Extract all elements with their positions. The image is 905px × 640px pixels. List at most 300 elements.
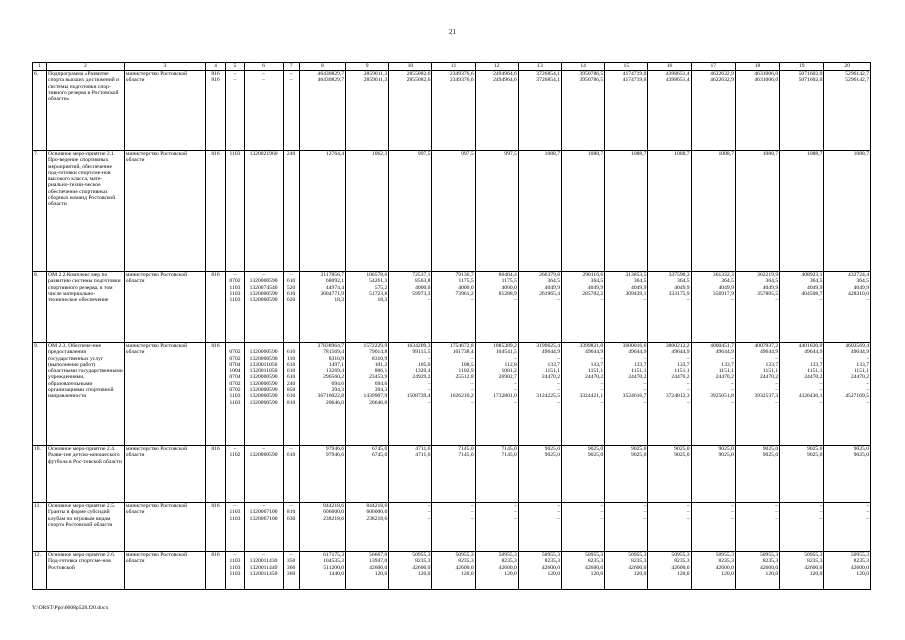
code-value: 0702 xyxy=(229,349,241,356)
code-value: 1320000590 xyxy=(249,380,278,387)
amount-value: 1151,1 xyxy=(588,368,604,375)
amount-value: – xyxy=(866,399,869,406)
executor: министерство Ростовской области xyxy=(124,503,205,552)
column-number: 10 xyxy=(389,63,432,71)
amount-cell xyxy=(518,503,561,552)
amount-value: 4174719,0 xyxy=(622,71,647,77)
amount-value: – xyxy=(514,399,517,406)
amount-cell xyxy=(648,272,691,343)
code-cell xyxy=(244,71,283,151)
amount-value: – xyxy=(775,355,779,362)
code-cell xyxy=(226,343,244,446)
amount-value: 23453,9 xyxy=(369,374,388,381)
code-cell xyxy=(226,151,244,272)
code-value: 610 xyxy=(286,361,296,368)
amount-cell xyxy=(562,503,605,552)
amount-value: – xyxy=(866,380,869,387)
amount-value: – xyxy=(686,380,690,387)
amount-cell xyxy=(605,151,648,272)
program-name: Основное меро-приятие 2.1. Про-ведение спортивных мероприятий, обеспечение под-готовки спортсме-нов высокого класса, мате-риально-техни-ческое обеспечение спортивных сборных команд Ростовской области xyxy=(47,151,125,272)
amount-value: – xyxy=(686,297,690,304)
code-value: 1103 xyxy=(229,509,241,516)
amount-value: 42600,0 xyxy=(455,564,474,571)
amount-value: 7145,0 xyxy=(501,452,517,459)
amount-cell xyxy=(735,446,779,503)
column-number: 1 xyxy=(33,63,47,71)
amount-value: 20646,0 xyxy=(325,399,345,406)
amount-value: 133,7 xyxy=(590,361,604,368)
amount-value: 97946,6 xyxy=(325,446,345,452)
code-value: 610 xyxy=(286,374,296,381)
amount-value: 3124225,5 xyxy=(536,393,561,400)
code-value: 816 xyxy=(211,503,220,509)
executor: министерство Ростовской области xyxy=(124,343,205,446)
code-cell xyxy=(205,151,226,272)
amount-value: 1088,7 xyxy=(807,151,823,157)
amount-cell xyxy=(299,446,345,503)
amount-value: 266379,8 xyxy=(539,272,561,278)
amount-value: 106578,6 xyxy=(366,272,388,278)
executor: министерство Ростовской области xyxy=(124,71,205,151)
amount-value: – xyxy=(686,503,690,509)
amount-value: – xyxy=(600,515,604,522)
amount-value: 50955,3 xyxy=(455,552,474,558)
amount-cell xyxy=(605,343,648,446)
code-value: 610 xyxy=(286,368,296,375)
amount-value: 9025,0 xyxy=(718,446,734,452)
amount-value: 2494964,6 xyxy=(493,77,517,84)
code-value: – xyxy=(262,446,265,452)
amount-value: 8235,3 xyxy=(762,558,779,565)
amount-value: 5296142,7 xyxy=(845,77,869,84)
amount-value: 364,5 xyxy=(633,278,647,285)
column-number: 2 xyxy=(47,63,125,71)
amount-value: – xyxy=(514,387,517,394)
code-value: – xyxy=(289,71,293,77)
amount-value: 42600,0 xyxy=(850,564,869,571)
amount-cell xyxy=(605,71,648,151)
amount-value: – xyxy=(600,297,604,304)
code-value: 240 xyxy=(286,151,296,157)
amount-value: 361332,3 xyxy=(712,272,734,278)
amount-value: 3724812,3 xyxy=(665,393,690,400)
amount-cell xyxy=(691,503,735,552)
amount-value: 285702,2 xyxy=(582,290,604,297)
executor: министерство Ростовской области xyxy=(124,552,205,590)
amount-value: 1088,7 xyxy=(853,151,869,157)
code-value: 1103 xyxy=(229,393,241,400)
amount-value: – xyxy=(427,297,431,304)
code-value: 0704 xyxy=(229,361,241,368)
amount-value: 3726854,1 xyxy=(536,71,561,77)
amount-value: – xyxy=(819,380,823,387)
amount-value: – xyxy=(731,387,734,394)
amount-value: – xyxy=(643,380,647,387)
code-value: 816 xyxy=(211,343,220,349)
amount-value: 9025,0 xyxy=(674,452,690,459)
amount-cell xyxy=(824,343,871,446)
amount-value: 1885389,2 xyxy=(493,343,517,349)
code-value: 0702 xyxy=(229,278,241,285)
code-cell xyxy=(205,552,226,590)
amount-value: 1151,1 xyxy=(544,368,561,375)
code-value xyxy=(207,297,225,303)
amount-value: 99115,5 xyxy=(412,349,431,356)
code-value: 1320000590 xyxy=(249,349,278,356)
amount-value: 101738,4 xyxy=(452,349,474,356)
amount-value: 9025,0 xyxy=(587,446,604,452)
amount-cell xyxy=(780,446,824,503)
amount-cell xyxy=(346,343,389,446)
amount-cell xyxy=(824,503,871,552)
amount-value: 112,8 xyxy=(504,361,517,368)
amount-value: 42600,0 xyxy=(541,564,561,571)
amount-cell xyxy=(780,272,824,343)
amount-value: 8563,8 xyxy=(415,278,431,285)
amount-cell xyxy=(562,272,605,343)
amount-value: – xyxy=(819,387,823,394)
amount-value: 49644,9 xyxy=(715,349,734,356)
column-number: 17 xyxy=(691,63,735,71)
program-name: Основное меро-приятие 2.5. Гранты в форме субсидий клубам по игровым видам спорта Ростовской области xyxy=(47,503,125,552)
code-value: 1320011430 xyxy=(249,558,278,565)
amount-value: 1088,7 xyxy=(674,151,690,157)
column-number: 16 xyxy=(648,63,691,71)
amount-cell xyxy=(605,503,648,552)
amount-value: 24470,2 xyxy=(715,374,734,381)
column-number: 15 xyxy=(605,63,648,71)
amount-value: – xyxy=(427,380,431,387)
amount-value: – xyxy=(775,399,779,406)
amount-value: – xyxy=(866,387,869,394)
code-value: – xyxy=(289,552,293,558)
amount-value: 42600,0 xyxy=(804,564,823,571)
amount-cell xyxy=(299,343,345,446)
amount-value: 4711,6 xyxy=(415,446,431,452)
amount-value: 844218,6 xyxy=(366,503,388,509)
amount-value: – xyxy=(819,503,823,509)
amount-value: – xyxy=(427,503,431,509)
code-value: 1103 xyxy=(229,284,241,291)
amount-cell xyxy=(735,151,779,272)
amount-value: 50955,3 xyxy=(850,552,869,558)
amount-value: 8235,3 xyxy=(501,558,517,565)
amount-value: 9025,0 xyxy=(807,446,823,452)
code-value: 850 xyxy=(286,387,296,394)
amount-value: 9025,0 xyxy=(544,446,561,452)
amount-value: 2859011,3 xyxy=(363,71,388,77)
code-cell xyxy=(244,446,283,503)
amount-value: – xyxy=(514,355,517,362)
amount-value: 2494964,6 xyxy=(493,71,517,77)
column-number: 14 xyxy=(562,63,605,71)
amount-value: 24470,2 xyxy=(804,374,823,381)
amount-value: – xyxy=(866,297,869,304)
amount-value: 133,7 xyxy=(721,361,734,368)
column-number: 4 xyxy=(205,63,226,71)
code-value: – xyxy=(233,446,237,452)
amount-value: 4398651,4 xyxy=(665,77,690,84)
amount-value: 8235,3 xyxy=(853,558,869,565)
code-value: 610 xyxy=(286,349,296,356)
code-value: – xyxy=(233,71,237,77)
amount-value: 806,1 xyxy=(374,368,388,375)
amount-value: 1439907,9 xyxy=(363,393,388,400)
amount-cell xyxy=(518,71,561,151)
amount-value: 133,7 xyxy=(633,361,647,368)
amount-cell xyxy=(475,343,518,446)
amount-cell xyxy=(389,503,432,552)
code-value: – xyxy=(262,272,265,278)
amount-value: 2349376,6 xyxy=(449,71,474,77)
code-value: 520 xyxy=(286,284,296,291)
code-cell xyxy=(244,552,283,590)
code-value: 0702 xyxy=(229,387,241,394)
amount-value: – xyxy=(470,509,474,516)
table-row xyxy=(33,503,871,552)
amount-value: 42600,0 xyxy=(369,564,388,571)
executor: министерство Ростовской области xyxy=(124,446,205,503)
amount-cell xyxy=(562,343,605,446)
amount-value: 120,0 xyxy=(461,570,474,577)
amount-value: 9025,0 xyxy=(762,446,779,452)
amount-value: 3950786,5 xyxy=(579,71,604,77)
amount-value: 337590,3 xyxy=(668,272,690,278)
table-row xyxy=(33,151,871,272)
amount-value: 120,0 xyxy=(721,570,734,577)
amount-value: 9025,0 xyxy=(631,452,647,459)
code-cell xyxy=(283,71,299,151)
amount-value: 1634209,3 xyxy=(406,343,431,349)
amount-value: 120,0 xyxy=(809,570,823,577)
amount-value: – xyxy=(731,399,734,406)
column-number: 7 xyxy=(283,63,299,71)
code-value: 1103 xyxy=(229,399,241,406)
amount-value: 4000,0 xyxy=(458,284,474,291)
amount-cell xyxy=(475,446,518,503)
executor: министерство Ростовской области xyxy=(124,151,205,272)
amount-value: 2855082,6 xyxy=(406,71,431,77)
amount-value: 133,7 xyxy=(809,361,823,368)
column-number: 6 xyxy=(244,63,283,71)
amount-cell xyxy=(299,552,345,590)
amount-value: 1062,3 xyxy=(371,151,388,157)
amount-cell xyxy=(648,446,691,503)
amount-value: – xyxy=(600,387,604,394)
code-cell xyxy=(244,503,283,552)
amount-value: – xyxy=(600,355,604,362)
amount-value: – xyxy=(643,515,647,522)
column-number-row xyxy=(33,63,871,71)
code-value: 1102 xyxy=(229,452,241,459)
amount-value: 7145,0 xyxy=(458,452,474,459)
amount-value: 3925051,8 xyxy=(710,393,734,400)
amount-value: 3524616,7 xyxy=(622,393,647,400)
amount-value: 49644,9 xyxy=(671,349,690,356)
code-value xyxy=(207,516,225,522)
code-cell xyxy=(205,503,226,552)
amount-cell xyxy=(346,552,389,590)
amount-value: 120,0 xyxy=(856,570,869,577)
amount-value: 781569,4 xyxy=(323,349,345,356)
amount-cell xyxy=(518,151,561,272)
amount-value: 432724,4 xyxy=(848,272,869,278)
amount-value: 7145,0 xyxy=(501,446,517,452)
amount-value: 364,5 xyxy=(721,278,734,285)
amount-value: 50955,3 xyxy=(628,552,647,558)
code-value: – xyxy=(262,71,265,77)
amount-value: 1151,1 xyxy=(718,368,734,375)
amount-value: 68092,1 xyxy=(325,278,345,285)
code-value: 1320074540 xyxy=(249,284,278,291)
amount-value: 6745,0 xyxy=(371,446,388,452)
row-number: 7. xyxy=(33,151,47,272)
table-row xyxy=(33,552,871,590)
code-value: 110 xyxy=(287,355,296,362)
code-value: 1320000590 xyxy=(249,387,278,394)
code-value xyxy=(207,400,225,406)
amount-value: 364,5 xyxy=(547,278,561,285)
amount-value: 37838964,7 xyxy=(317,343,345,349)
amount-cell xyxy=(518,272,561,343)
amount-value: 997,5 xyxy=(417,151,431,157)
amount-value: 333175,9 xyxy=(668,290,690,297)
amount-value: – xyxy=(514,297,517,304)
code-value: 1320000590 xyxy=(249,399,278,406)
amount-value: 8310,9 xyxy=(328,355,345,362)
amount-value: 3199625,4 xyxy=(536,343,561,349)
amount-value: 404508,7 xyxy=(801,290,823,297)
amount-value: 50955,3 xyxy=(759,552,779,558)
amount-cell xyxy=(735,71,779,151)
amount-value: – xyxy=(470,387,474,394)
amount-value: 9025,0 xyxy=(631,446,647,452)
amount-value: 49644,9 xyxy=(585,349,604,356)
code-value: 610 xyxy=(286,393,296,400)
amount-value: – xyxy=(557,355,561,362)
amount-value: 51723,8 xyxy=(369,290,388,297)
amount-value: – xyxy=(819,399,823,406)
code-cell xyxy=(205,446,226,503)
amount-value: 1440,0 xyxy=(328,570,345,577)
amount-value: 4602569,4 xyxy=(845,343,869,349)
amount-cell xyxy=(346,503,389,552)
amount-value: 4631006,0 xyxy=(754,71,779,77)
amount-cell xyxy=(648,343,691,446)
code-value: 610 xyxy=(286,290,296,297)
amount-value: 44974,4 xyxy=(325,284,345,291)
amount-value: 56667,0 xyxy=(369,552,388,558)
amount-value: 394,3 xyxy=(374,387,388,394)
amount-cell xyxy=(735,503,779,552)
column-number: 11 xyxy=(432,63,475,71)
amount-value: – xyxy=(731,515,734,522)
amount-value: 42600,0 xyxy=(498,564,517,571)
amount-value: 1626210,2 xyxy=(449,393,474,400)
amount-value: 42600,0 xyxy=(628,564,647,571)
amount-value: – xyxy=(866,503,869,509)
amount-value: 6745,0 xyxy=(371,452,388,459)
amount-cell xyxy=(735,552,779,590)
amount-value: 108,5 xyxy=(461,361,474,368)
amount-value: – xyxy=(643,297,647,304)
amount-value: 4049,9 xyxy=(587,284,604,291)
amount-cell xyxy=(389,446,432,503)
amount-value: 4527169,5 xyxy=(845,393,869,400)
column-number: 20 xyxy=(824,63,871,71)
amount-value: 1175,5 xyxy=(458,278,474,285)
amount-value: – xyxy=(643,387,647,394)
code-value: 1320011050 xyxy=(249,368,278,375)
amount-cell xyxy=(475,503,518,552)
amount-cell xyxy=(780,151,824,272)
amount-value: 8235,3 xyxy=(807,558,823,565)
program-name: Основное меро-приятие 2.6. Под-готовка спортсме-нов Ростовской xyxy=(47,552,125,590)
amount-value: 1088,7 xyxy=(544,151,561,157)
amount-cell xyxy=(780,503,824,552)
page-number: 21 xyxy=(449,28,456,36)
code-value: 630 xyxy=(286,515,296,522)
amount-cell xyxy=(389,343,432,446)
code-cell xyxy=(283,343,299,446)
amount-cell xyxy=(780,552,824,590)
code-value: – xyxy=(289,503,293,509)
amount-value: – xyxy=(600,380,604,387)
amount-value: 8310,9 xyxy=(371,355,388,362)
code-value: – xyxy=(233,503,237,509)
amount-value: 120,0 xyxy=(504,570,517,577)
amount-value: 120,0 xyxy=(547,570,561,577)
amount-value: – xyxy=(731,355,734,362)
program-name: ОМ 2.2.Комплекс мер по развитию системы подготовки спортивного резерва, в том числе материально-техническое обеспечение xyxy=(47,272,125,343)
amount-value: 120,0 xyxy=(633,570,647,577)
table-row xyxy=(33,343,871,446)
amount-cell xyxy=(735,343,779,446)
amount-value: 4049,9 xyxy=(631,284,647,291)
amount-value: – xyxy=(427,355,431,362)
code-value: 0704 xyxy=(229,374,241,381)
code-cell xyxy=(283,552,299,590)
amount-cell xyxy=(648,151,691,272)
code-value: 1320000590 xyxy=(249,452,278,459)
program-name: Подпрограмма «Развитие спорта высших достижений и системы подготовки спор-тивного резерва в Ростовской области» xyxy=(47,71,125,151)
amount-value: 617175,3 xyxy=(323,552,345,558)
amount-value: – xyxy=(643,399,647,406)
amount-value: 5296142,7 xyxy=(845,71,869,77)
code-value: 1004 xyxy=(229,368,241,375)
amount-value: 2349376,6 xyxy=(449,77,474,84)
amount-value: 238218,6 xyxy=(366,515,388,522)
amount-value: – xyxy=(470,399,474,406)
amount-cell xyxy=(780,71,824,151)
code-value: 1320000590 xyxy=(249,297,278,304)
amount-value: 26902,7 xyxy=(498,374,517,381)
amount-value: 1508739,4 xyxy=(406,393,431,400)
amount-cell xyxy=(432,272,475,343)
amount-value: 694,6 xyxy=(374,380,388,387)
amount-value: – xyxy=(643,509,647,516)
amount-cell xyxy=(691,71,735,151)
row-number: 10. xyxy=(33,446,47,503)
amount-value: 4049,9 xyxy=(674,284,690,291)
amount-value: 50955,3 xyxy=(585,552,604,558)
code-cell xyxy=(205,272,226,343)
amount-value: – xyxy=(775,503,779,509)
amount-value: 79136,7 xyxy=(455,272,474,278)
code-value: 816 xyxy=(211,272,220,278)
amount-value: 50955,3 xyxy=(412,552,431,558)
code-value: 240 xyxy=(286,380,296,387)
